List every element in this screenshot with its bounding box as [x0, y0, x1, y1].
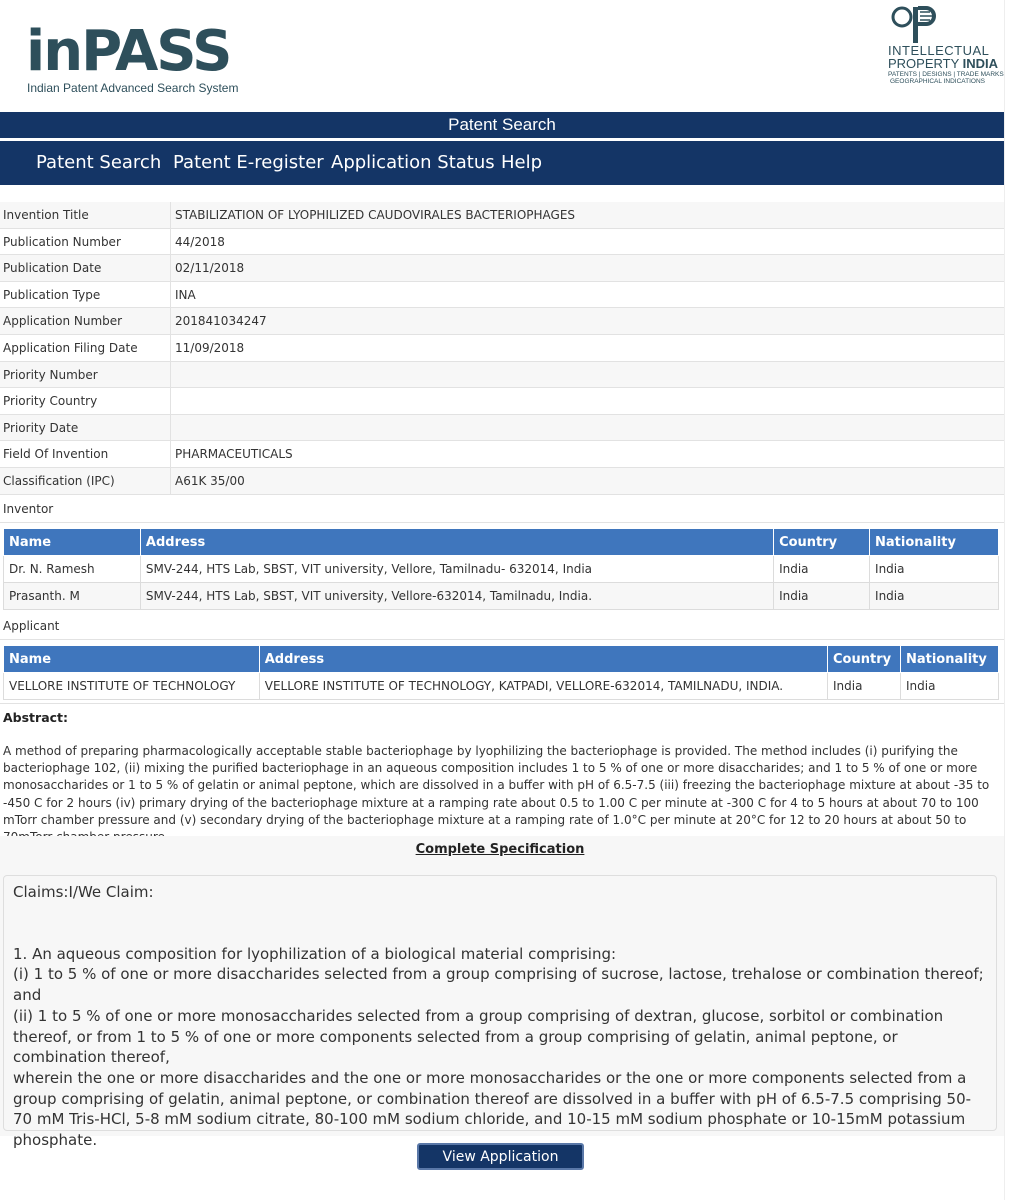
column-header: Address [259, 646, 827, 673]
page-banner: Patent Search [0, 112, 1004, 138]
column-header: Nationality [900, 646, 998, 673]
detail-label: Priority Number [3, 367, 98, 382]
ipi-line-1: INTELLECTUAL [888, 43, 990, 58]
detail-label: Publication Number [3, 234, 121, 249]
applicant-label: Applicant [3, 619, 60, 633]
table-cell: India [870, 556, 999, 583]
inventor-label: Inventor [3, 502, 54, 516]
column-header: Name [4, 646, 260, 673]
detail-row [0, 362, 1004, 389]
table-cell: India [870, 583, 999, 610]
logo-subtitle: Indian Patent Advanced Search System [27, 81, 239, 95]
detail-value [170, 388, 1004, 414]
column-header: Country [774, 529, 870, 556]
column-header: Address [140, 529, 773, 556]
divider [0, 703, 1004, 704]
column-header: Name [4, 529, 141, 556]
detail-row [0, 255, 1004, 282]
table-cell: India [774, 556, 870, 583]
table-row [4, 673, 999, 700]
table-row [4, 583, 999, 610]
abstract-text: A method of preparing pharmacologically acceptable stable bacteriophage by lyophilizing the bacteriophage is provided. The method includes (i) purifying the bacteriophage 102, (ii) mixing the purified bacteriophage in an aqueous composition includes 1 to 5 % of one or more disaccharides; and 1 to 5 % of one or more monosaccharides or 1 to 5 % of gelatin or animal peptone, which are dissolved in a buffer with pH of 6.5-7.5 (iii) freezing the bacteriophage mixture at about -35 to -450 C for 2 hours (iv) primary drying of the bacteriophage mixture at a ramping rate about 0.5 to 1.00 C per minute at -300 C for 4 to 5 hours at about 70 to 100 mTorr chamber pressure and (v) secondary drying of the bacteriophage mixture at a ramping rate of 1.0°C per minute at 20°C for 12 to 20 hours at about 50 to [3, 744, 990, 827]
detail-value: INA [170, 282, 1004, 308]
page-header [0, 0, 1004, 112]
inventor-table [3, 528, 999, 610]
ipi-line-4: GEOGRAPHICAL INDICATIONS [890, 78, 985, 85]
specification-title: Complete Specification [415, 842, 585, 857]
abstract-title: Abstract: [3, 710, 69, 725]
divider [0, 639, 1004, 640]
claims-textbox[interactable] [3, 875, 997, 1150]
detail-label: Publication Type [3, 287, 101, 302]
claim-line: (ii) 1 to 5 % of one or more monosaccharides selected from a group comprising of dextran, glucose, sorbitol or combination thereof, or from 1 to 5 % of one or more components selected from a group comprising of gelatin, animal peptone, or combination thereof, [13, 1006, 944, 1067]
claims-heading: Claims:I/We Claim: [13, 883, 154, 901]
detail-row [0, 388, 1004, 415]
detail-row [0, 202, 1004, 229]
table-cell: Dr. N. Ramesh [4, 556, 141, 583]
nav-help[interactable]: Help [501, 152, 543, 173]
detail-value: A61K 35/00 [170, 468, 1004, 494]
table-cell: SMV-244, HTS Lab, SBST, VIT university, Vellore-632014, Tamilnadu, India. [140, 583, 773, 610]
detail-row [0, 282, 1004, 309]
nav-patent-search[interactable]: Patent Search [36, 152, 162, 173]
detail-value [170, 415, 1004, 441]
detail-value: 201841034247 [170, 308, 1004, 334]
ip-india-emblem-icon [890, 6, 934, 44]
divider [0, 522, 1004, 523]
detail-row [0, 229, 1004, 256]
ipi-line-2 [888, 56, 998, 71]
detail-value [170, 362, 1004, 388]
detail-label: Publication Date [3, 261, 102, 276]
detail-value: 11/09/2018 [170, 335, 1004, 361]
claim-line: 1. An aqueous composition for lyophilization of a biological material comprising: [13, 944, 617, 963]
ipi-line-3: PATENTS | DESIGNS | TRADE MARKS [888, 71, 1004, 78]
logo-title: inPASS [26, 19, 231, 84]
column-header: Country [828, 646, 901, 673]
detail-value: 44/2018 [170, 229, 1004, 255]
detail-row [0, 308, 1004, 335]
detail-row [0, 415, 1004, 442]
claim-line: wherein the one or more disaccharides and the one or more monosaccharides or the one or more components selected from a group comprising of gelatin, animal peptone, or combination thereof are dissolved in a buffer with pH of 6.5-7.5 comprising 50-70 mM Tris-HCl, 5-8 mM sodium citrate, 80-100 mM sodium chloride, and 10-15 mM sodium phosphate or 10-15mM potassium phosphate. [13, 1068, 972, 1150]
nav-patent-e-register[interactable]: Patent E-register [173, 152, 324, 173]
ipi-line-2b: INDIA [962, 56, 999, 71]
detail-value: PHARMACEUTICALS [170, 441, 1004, 467]
inpass-logo[interactable] [26, 19, 246, 100]
ipi-line-2a: PROPERTY [888, 56, 963, 71]
view-application-status-button[interactable]: View Application Status [417, 1143, 584, 1170]
detail-label: Invention Title [3, 208, 89, 222]
nav-application-status[interactable]: Application Status [331, 152, 495, 173]
claim-line: (i) 1 to 5 % of one or more disaccharides selected from a group comprising of sucrose, lactose, trehalose or combination thereof; and [13, 965, 984, 1005]
claims-spacer [13, 903, 987, 944]
table-cell: Prasanth. M [4, 583, 141, 610]
detail-value: 02/11/2018 [170, 255, 1004, 281]
ip-india-logo [888, 6, 1004, 94]
table-cell: India [828, 673, 901, 700]
table-cell: India [774, 583, 870, 610]
table-cell: SMV-244, HTS Lab, SBST, VIT university, Vellore, Tamilnadu- 632014, India [140, 556, 773, 583]
detail-row [0, 335, 1004, 362]
detail-label: Classification (IPC) [3, 473, 115, 488]
applicant-table [3, 645, 999, 700]
table-cell: VELLORE INSTITUTE OF TECHNOLOGY [4, 673, 260, 700]
detail-label: Application Number [3, 314, 123, 329]
table-row [4, 556, 999, 583]
detail-label: Priority Date [3, 420, 79, 435]
detail-value: STABILIZATION OF LYOPHILIZED CAUDOVIRALES BACTERIOPHAGES [170, 202, 1004, 228]
table-header-row [4, 646, 999, 673]
table-cell: VELLORE INSTITUTE OF TECHNOLOGY, KATPADI, VELLORE-632014, TAMILNADU, INDIA. [259, 673, 827, 700]
table-header-row [4, 529, 999, 556]
table-cell: India [900, 673, 998, 700]
detail-row [0, 468, 1004, 495]
detail-label: Priority Country [3, 394, 98, 409]
page-scrollbar[interactable] [1004, 0, 1023, 1200]
detail-label: Field Of Invention [3, 447, 109, 462]
main-nav [0, 141, 1004, 185]
column-header: Nationality [870, 529, 999, 556]
patent-details-table [0, 202, 1004, 495]
detail-label: Application Filing Date [3, 340, 138, 355]
detail-row [0, 441, 1004, 468]
